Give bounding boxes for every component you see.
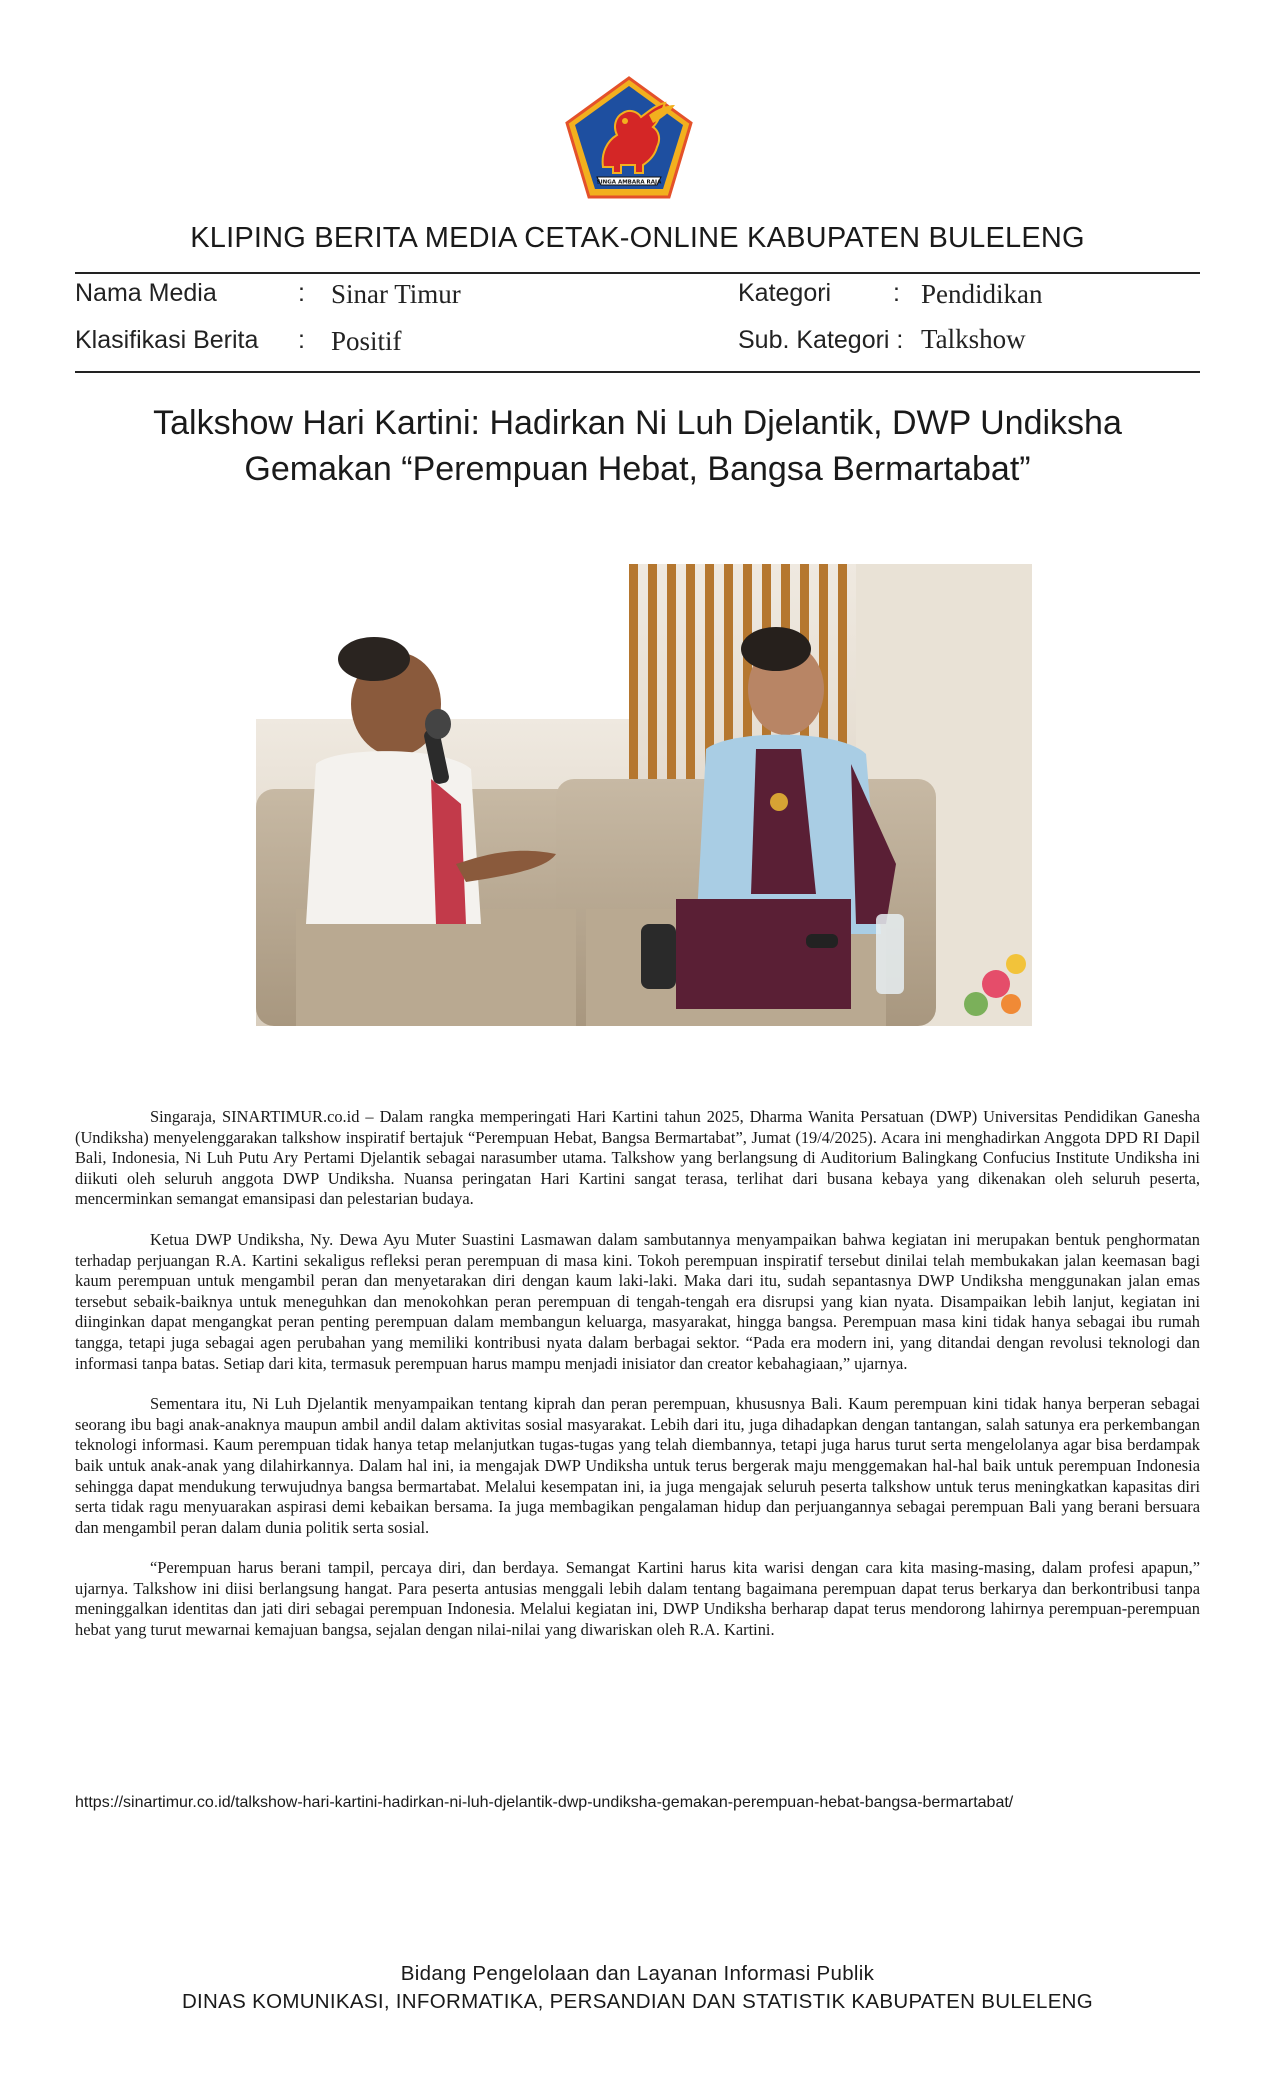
- category-colon: :: [893, 279, 900, 307]
- article-photo: [256, 564, 1032, 1026]
- footer-agency: DINAS KOMUNIKASI, INFORMATIKA, PERSANDIAN DAN STATISTIK KABUPATEN BULELENG: [181, 1990, 1094, 2013]
- footer-division: Bidang Pengelolaan dan Layanan Informasi Publik: [400, 1962, 875, 1985]
- subcategory-label: Sub. Kategori :: [738, 326, 904, 354]
- article-title-line-1: Talkshow Hari Kartini: Hadirkan Ni Luh Djelantik, DWP Undiksha: [153, 404, 1122, 442]
- svg-text:SINGA AMBARA RAJA: SINGA AMBARA RAJA: [596, 179, 662, 186]
- news-classification-value: Positif: [331, 326, 402, 356]
- article-paragraph-3: Sementara itu, Ni Luh Djelantik menyampaikan tentang kiprah dan peran perempuan, khususnya Bali. Kaum perempuan kini tidak hanya berperan sebagai seorang ibu bagi anak-anaknya maupun ambil andil dalam aktivitas sosial masyarakat. Lebih dari itu, juga dihadapkan dengan tantangan, salah satunya era perkembangan teknologi informasi. Kaum perempuan tidak hanya tetap melanjutkan tugas-tugas yang telah diembannya, tetapi juga harus turut serta mengelolanya agar bisa berdampak baik untuk anak-anak yang dilahirkannya. Dalam hal ini, ia mengajak DWP Undiksha untuk terus bergerak maju menggemakan hal-hal baik untuk perempuan Indonesia sehingga dapat mendukung terwujudnya bangsa bermartabat. Melalui kesempatan ini, ia juga mengajak seluruh peserta talkshow untuk terus meningkatkan kapasitas diri serta tidak ragu menyuarakan aspirasi demi kebaikan bersama. Ia juga membagikan pengalaman hidup dan perjuangannya sebagai perempuan Bali yang berani bersuara dan mengambil peran dalam dunia politik serta sosial.: [75, 1394, 1200, 1537]
- media-name-value: Sinar Timur: [331, 279, 461, 309]
- article-body: [75, 1107, 1200, 1661]
- news-classification-label: Klasifikasi Berita: [75, 326, 259, 354]
- article-title: [60, 400, 1215, 492]
- article-paragraph-4: “Perempuan harus berani tampil, percaya diri, dan berdaya. Semangat Kartini harus kita warisi dengan cara kita masing-masing, dalam profesi apapun,” ujarnya. Talkshow ini diisi berlangsung hangat. Para peserta antusias menggali lebih dalam tentang bagaimana perempuan dapat terus berkarya dan berkontribusi tanpa meninggalkan identitas dan jati diri sebagai perempuan Indonesia. Melalui kegiatan ini, DWP Undiksha berharap dapat terus mendorong lahirnya perempuan-perempuan hebat yang turut mewarnai kemajuan bangsa, sejalan dengan nilai-nilai yang diwariskan oleh R.A. Kartini.: [75, 1558, 1200, 1640]
- clipping-header-title: KLIPING BERITA MEDIA CETAK-ONLINE KABUPATEN BULELENG: [190, 222, 1085, 254]
- news-classification-colon: :: [298, 326, 305, 354]
- article-paragraph-1: Singaraja, SINARTIMUR.co.id – Dalam rangka memperingati Hari Kartini tahun 2025, Dharma Wanita Persatuan (DWP) Universitas Pendidikan Ganesha (Undiksha) menyelenggarakan talkshow inspiratif bertajuk “Perempuan Hebat, Bangsa Bermartabat”, Jumat (19/4/2025). Acara ini menghadirkan Anggota DPD RI Dapil Bali, Indonesia, Ni Luh Putu Ary Pertami Djelantik sebagai narasumber utama. Talkshow yang berlangsung di Auditorium Balingkang Confucius Institute Undiksha ini diikuti oleh seluruh anggota DWP Undiksha. Nuansa peringatan Hari Kartini sangat terasa, terlihat dari busana kebaya yang dikenakan oleh seluruh peserta, mencerminkan semangat emansipasi dan pelestarian budaya.: [75, 1107, 1200, 1209]
- source-url-link[interactable]: https://sinartimur.co.id/talkshow-hari-kartini-hadirkan-ni-luh-djelantik-dwp-undiksha-gemakan-perempuan-hebat-bangsa-bermartabat/: [75, 1794, 1014, 1811]
- article-paragraph-2: Ketua DWP Undiksha, Ny. Dewa Ayu Muter Suastini Lasmawan dalam sambutannya menyampaikan bahwa kegiatan ini merupakan bentuk penghormatan terhadap perjuangan R.A. Kartini sekaligus refleksi peran perempuan di masa kini. Tokoh perempuan inspiratif tersebut dinilai telah membukakan jalan keemasan bagi kaum perempuan untuk mengambil peran dan menyetarakan diri dengan kaum laki-laki. Maka dari itu, sudah sepantasnya DWP Undiksha menggunakan jalan emas tersebut sebaik-baiknya untuk meneguhkan dan menokohkan peran perempuan di tengah-tengah era disrupsi yang kian nyata. Disampaikan lebih lanjut, kegiatan ini diinginkan dapat mengangkat peran penting perempuan dalam membangun keluarga, masyarakat, hingga bangsa. Perempuan masa kini tidak hanya sebagai ibu rumah tangga, tetapi juga sebagai agen perubahan yang memiliki kontribusi nyata dalam berbagai sektor. “Pada era modern ini, yang ditandai dengan revolusi teknologi dan informasi tanpa batas. Setiap dari kita, termasuk perempuan harus mampu menjadi inisiator dan creator kebahagiaan,” ujarnya.: [75, 1229, 1200, 1373]
- media-name-colon: :: [298, 279, 305, 307]
- category-label: Kategori: [738, 279, 832, 307]
- buleleng-logo: [563, 75, 695, 200]
- subcategory-value: Talkshow: [921, 324, 1026, 354]
- media-name-label: Nama Media: [75, 279, 217, 307]
- header-rule-bottom: [75, 371, 1200, 373]
- header-rule-top: [75, 272, 1200, 274]
- article-title-line-2: Gemakan “Perempuan Hebat, Bangsa Bermartabat”: [244, 450, 1031, 488]
- category-value: Pendidikan: [921, 279, 1043, 309]
